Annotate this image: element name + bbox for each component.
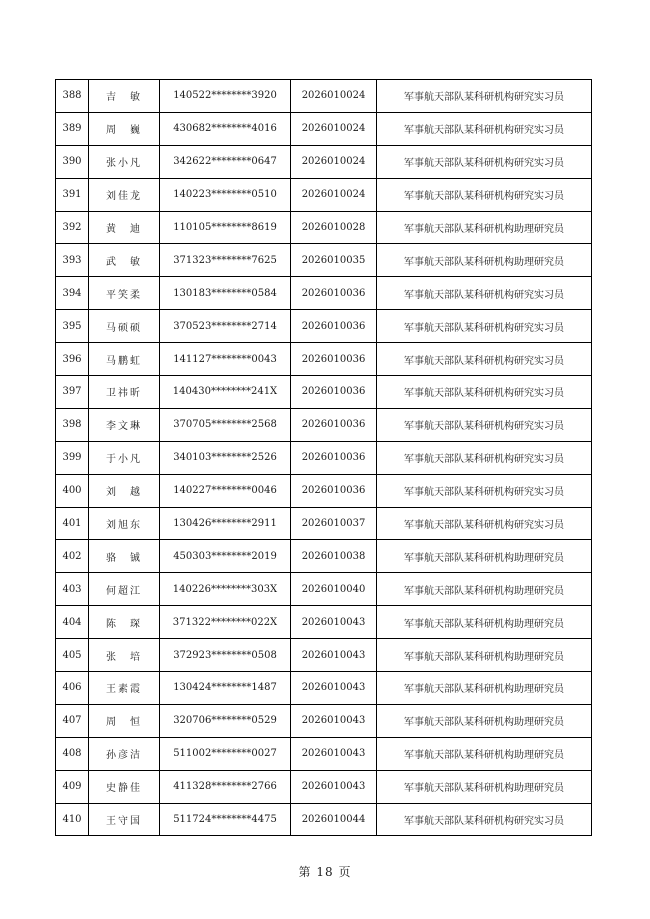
name-cell: 黄 迪 — [89, 211, 160, 244]
id-number-cell: 371322********022X — [160, 606, 291, 639]
position-code-cell: 2026010036 — [291, 376, 377, 409]
position-title-cell: 军事航天部队某科研机构研究实习员 — [377, 178, 592, 211]
row-number-cell: 408 — [56, 737, 89, 770]
position-code-cell: 2026010024 — [291, 178, 377, 211]
row-number-cell: 410 — [56, 803, 89, 836]
name-cell: 于小凡 — [89, 441, 160, 474]
row-number-cell: 407 — [56, 704, 89, 737]
id-number-cell: 140227********0046 — [160, 474, 291, 507]
position-title-cell: 军事航天部队某科研机构助理研究员 — [377, 770, 592, 803]
name-cell: 王守国 — [89, 803, 160, 836]
position-title-cell: 军事航天部队某科研机构研究实习员 — [377, 145, 592, 178]
id-number-cell: 340103********2526 — [160, 441, 291, 474]
id-number-cell: 140226********303X — [160, 573, 291, 606]
table-row — [56, 178, 592, 211]
table-row — [56, 211, 592, 244]
page-number: 第 18 页 — [298, 865, 352, 879]
name-cell: 刘 越 — [89, 474, 160, 507]
row-number-cell: 389 — [56, 112, 89, 145]
id-number-cell: 130183********0584 — [160, 277, 291, 310]
position-title-cell: 军事航天部队某科研机构研究实习员 — [377, 310, 592, 343]
position-title-cell: 军事航天部队某科研机构助理研究员 — [377, 672, 592, 705]
id-number-cell: 140430********241X — [160, 376, 291, 409]
position-title-cell: 军事航天部队某科研机构助理研究员 — [377, 211, 592, 244]
name-cell: 张小凡 — [89, 145, 160, 178]
position-title-cell: 军事航天部队某科研机构研究实习员 — [377, 803, 592, 836]
position-code-cell: 2026010038 — [291, 540, 377, 573]
table-row — [56, 803, 592, 836]
position-code-cell: 2026010037 — [291, 507, 377, 540]
position-title-cell: 军事航天部队某科研机构研究实习员 — [377, 277, 592, 310]
position-title-cell: 军事航天部队某科研机构研究实习员 — [377, 80, 592, 113]
table-row — [56, 474, 592, 507]
table-row — [56, 540, 592, 573]
position-title-cell: 军事航天部队某科研机构研究实习员 — [377, 507, 592, 540]
name-cell: 史静佳 — [89, 770, 160, 803]
id-number-cell: 320706********0529 — [160, 704, 291, 737]
id-number-cell: 430682********4016 — [160, 112, 291, 145]
table-row — [56, 672, 592, 705]
table-row — [56, 606, 592, 639]
table-row — [56, 507, 592, 540]
position-code-cell: 2026010028 — [291, 211, 377, 244]
name-cell: 平笑柔 — [89, 277, 160, 310]
table-row — [56, 408, 592, 441]
row-number-cell: 394 — [56, 277, 89, 310]
position-code-cell: 2026010043 — [291, 606, 377, 639]
table-row — [56, 376, 592, 409]
row-number-cell: 400 — [56, 474, 89, 507]
row-number-cell: 405 — [56, 639, 89, 672]
id-number-cell: 130426********2911 — [160, 507, 291, 540]
table-row — [56, 310, 592, 343]
name-cell: 孙彦洁 — [89, 737, 160, 770]
name-cell: 马鹏虹 — [89, 343, 160, 376]
row-number-cell: 390 — [56, 145, 89, 178]
row-number-cell: 409 — [56, 770, 89, 803]
position-code-cell: 2026010024 — [291, 145, 377, 178]
position-code-cell: 2026010040 — [291, 573, 377, 606]
position-code-cell: 2026010043 — [291, 672, 377, 705]
table-row — [56, 704, 592, 737]
position-code-cell: 2026010036 — [291, 441, 377, 474]
position-code-cell: 2026010024 — [291, 80, 377, 113]
table-row — [56, 737, 592, 770]
table-row — [56, 573, 592, 606]
name-cell: 何超江 — [89, 573, 160, 606]
row-number-cell: 397 — [56, 376, 89, 409]
position-code-cell: 2026010036 — [291, 474, 377, 507]
row-number-cell: 406 — [56, 672, 89, 705]
name-cell: 刘佳龙 — [89, 178, 160, 211]
table-row — [56, 770, 592, 803]
name-cell: 陈 琛 — [89, 606, 160, 639]
table-row — [56, 639, 592, 672]
position-code-cell: 2026010036 — [291, 277, 377, 310]
position-title-cell: 军事航天部队某科研机构研究实习员 — [377, 112, 592, 145]
position-title-cell: 军事航天部队某科研机构研究实习员 — [377, 376, 592, 409]
table-row — [56, 343, 592, 376]
row-number-cell: 398 — [56, 408, 89, 441]
name-cell: 卫祎昕 — [89, 376, 160, 409]
name-cell: 李文琳 — [89, 408, 160, 441]
row-number-cell: 402 — [56, 540, 89, 573]
row-number-cell: 401 — [56, 507, 89, 540]
name-cell: 刘旭东 — [89, 507, 160, 540]
id-number-cell: 370523********2714 — [160, 310, 291, 343]
position-title-cell: 军事航天部队某科研机构研究实习员 — [377, 474, 592, 507]
position-code-cell: 2026010024 — [291, 112, 377, 145]
id-number-cell: 342622********0647 — [160, 145, 291, 178]
position-title-cell: 军事航天部队某科研机构研究实习员 — [377, 343, 592, 376]
position-code-cell: 2026010036 — [291, 343, 377, 376]
table-row — [56, 244, 592, 277]
roster-table — [55, 79, 592, 836]
name-cell: 周 恒 — [89, 704, 160, 737]
id-number-cell: 511724********4475 — [160, 803, 291, 836]
id-number-cell: 370705********2568 — [160, 408, 291, 441]
row-number-cell: 399 — [56, 441, 89, 474]
roster-sheet — [55, 79, 591, 836]
id-number-cell: 371323********7625 — [160, 244, 291, 277]
position-title-cell: 军事航天部队某科研机构助理研究员 — [377, 244, 592, 277]
table-row — [56, 441, 592, 474]
row-number-cell: 391 — [56, 178, 89, 211]
name-cell: 武 敏 — [89, 244, 160, 277]
position-code-cell: 2026010043 — [291, 639, 377, 672]
roster-table-body — [56, 80, 592, 836]
position-code-cell: 2026010043 — [291, 737, 377, 770]
position-code-cell: 2026010043 — [291, 704, 377, 737]
id-number-cell: 372923********0508 — [160, 639, 291, 672]
position-title-cell: 军事航天部队某科研机构助理研究员 — [377, 704, 592, 737]
position-title-cell: 军事航天部队某科研机构助理研究员 — [377, 639, 592, 672]
position-code-cell: 2026010036 — [291, 310, 377, 343]
position-code-cell: 2026010044 — [291, 803, 377, 836]
position-title-cell: 军事航天部队某科研机构助理研究员 — [377, 606, 592, 639]
table-row — [56, 80, 592, 113]
id-number-cell: 411328********2766 — [160, 770, 291, 803]
id-number-cell: 511002********0027 — [160, 737, 291, 770]
position-code-cell: 2026010036 — [291, 408, 377, 441]
row-number-cell: 403 — [56, 573, 89, 606]
name-cell: 周 巍 — [89, 112, 160, 145]
position-title-cell: 军事航天部队某科研机构助理研究员 — [377, 573, 592, 606]
position-title-cell: 军事航天部队某科研机构助理研究员 — [377, 540, 592, 573]
id-number-cell: 450303********2019 — [160, 540, 291, 573]
table-row — [56, 112, 592, 145]
row-number-cell: 404 — [56, 606, 89, 639]
position-code-cell: 2026010035 — [291, 244, 377, 277]
position-code-cell: 2026010043 — [291, 770, 377, 803]
name-cell: 王素霞 — [89, 672, 160, 705]
id-number-cell: 140522********3920 — [160, 80, 291, 113]
name-cell: 吉 敏 — [89, 80, 160, 113]
row-number-cell: 388 — [56, 80, 89, 113]
position-title-cell: 军事航天部队某科研机构研究实习员 — [377, 441, 592, 474]
row-number-cell: 395 — [56, 310, 89, 343]
position-title-cell: 军事航天部队某科研机构助理研究员 — [377, 737, 592, 770]
row-number-cell: 396 — [56, 343, 89, 376]
name-cell: 张 培 — [89, 639, 160, 672]
id-number-cell: 130424********1487 — [160, 672, 291, 705]
id-number-cell: 110105********8619 — [160, 211, 291, 244]
id-number-cell: 140223********0510 — [160, 178, 291, 211]
table-row — [56, 145, 592, 178]
position-title-cell: 军事航天部队某科研机构研究实习员 — [377, 408, 592, 441]
name-cell: 马硕硕 — [89, 310, 160, 343]
id-number-cell: 141127********0043 — [160, 343, 291, 376]
row-number-cell: 392 — [56, 211, 89, 244]
name-cell: 骆 铖 — [89, 540, 160, 573]
row-number-cell: 393 — [56, 244, 89, 277]
table-row — [56, 277, 592, 310]
